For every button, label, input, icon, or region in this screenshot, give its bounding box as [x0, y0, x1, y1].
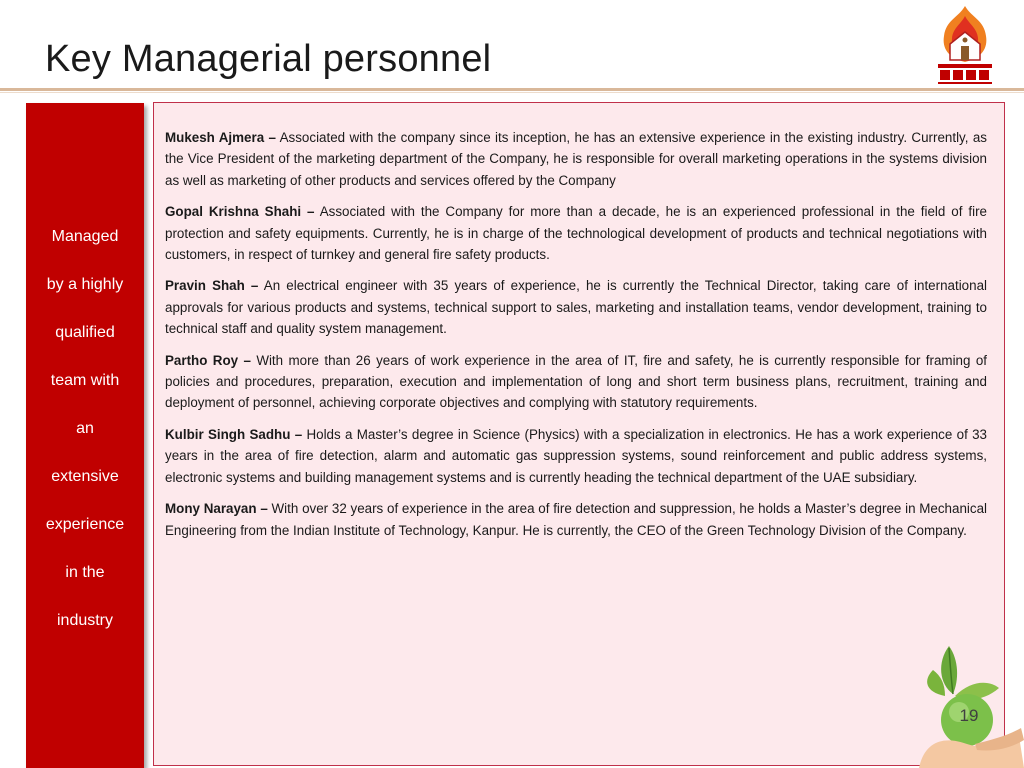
summary-line: industry [56, 612, 114, 629]
summary-line: by a highly [46, 276, 124, 293]
person-description: Associated with the company since its inception, he has an extensive experience in the existing industry. Currently, as the Vice President of the marketing department of the Company, he is responsible for overall marketing operations in the systems division as well as marketing of other products and services offered by the Company [165, 130, 987, 188]
personnel-entry [165, 498, 987, 541]
personnel-entry [165, 424, 987, 488]
summary-line: extensive [51, 468, 119, 485]
summary-line: in the [65, 564, 105, 581]
page-number: 19 [959, 706, 979, 725]
person-name: Mukesh Ajmera – [165, 130, 276, 145]
person-name: Pravin Shah – [165, 278, 259, 294]
person-description: Holds a Master’s degree in Science (Physics) with a specialization in electronics. He has a work experience of 33 years in the area of fire detection, alarm and automatic gas suppression systems, sound reinforcement and public address systems, electronic systems and building management systems and is currently heading the technical department of the UAE subsidiary. [165, 426, 987, 485]
summary-line: team with [50, 372, 120, 389]
summary-line: an [76, 420, 94, 437]
person-name: Mony Narayan – [165, 501, 268, 517]
personnel-entry [165, 201, 987, 265]
header-divider [0, 88, 1024, 91]
personnel-content-box [153, 102, 1005, 766]
summary-line: qualified [55, 324, 115, 341]
leaf-hand-globe-icon [915, 640, 1024, 768]
page-title: Key Managerial personnel [45, 38, 492, 80]
person-name: Kulbir Singh Sadhu – [165, 426, 303, 442]
personnel-entry [165, 275, 987, 339]
summary-line: Managed [51, 228, 119, 245]
summary-text [26, 213, 144, 645]
person-description: With more than 26 years of work experience in the area of IT, fire and safety, he is currently responsible for framing of policies and procedures, preparation, execution and implementation of long and short term business plans, recruitment, training and deployment of personnel, achieving corporate objectives and complying with statutory requirements. [165, 352, 987, 411]
personnel-entry [165, 350, 987, 414]
person-description: An electrical engineer with 35 years of experience, he is currently the Technical Director, taking care of international approvals for various products and systems, technical support to sales, marketing and installation teams, vendor development, training to technical staff and quality system management. [165, 278, 987, 337]
company-logo-icon [932, 2, 998, 88]
person-name: Partho Roy – [165, 352, 251, 368]
header-divider-thin [0, 92, 1024, 93]
person-name: Gopal Krishna Shahi – [165, 204, 315, 220]
summary-panel [26, 103, 144, 768]
person-description: With over 32 years of experience in the area of fire detection and suppression, he holds a Master’s degree in Mechanical Engineering from the Indian Institute of Technology, Kanpur. He is currently, the CEO of the Green Technology Division of the Company. [165, 501, 987, 538]
summary-line: experience [45, 516, 125, 533]
personnel-entry [165, 127, 987, 191]
person-description: Associated with the Company for more than a decade, he is an experienced professional in the field of fire protection and safety equipments. Currently, he is in charge of the technological development of products and technical negotiations with customers, in respect of turnkey and general fire safety products. [165, 204, 987, 263]
